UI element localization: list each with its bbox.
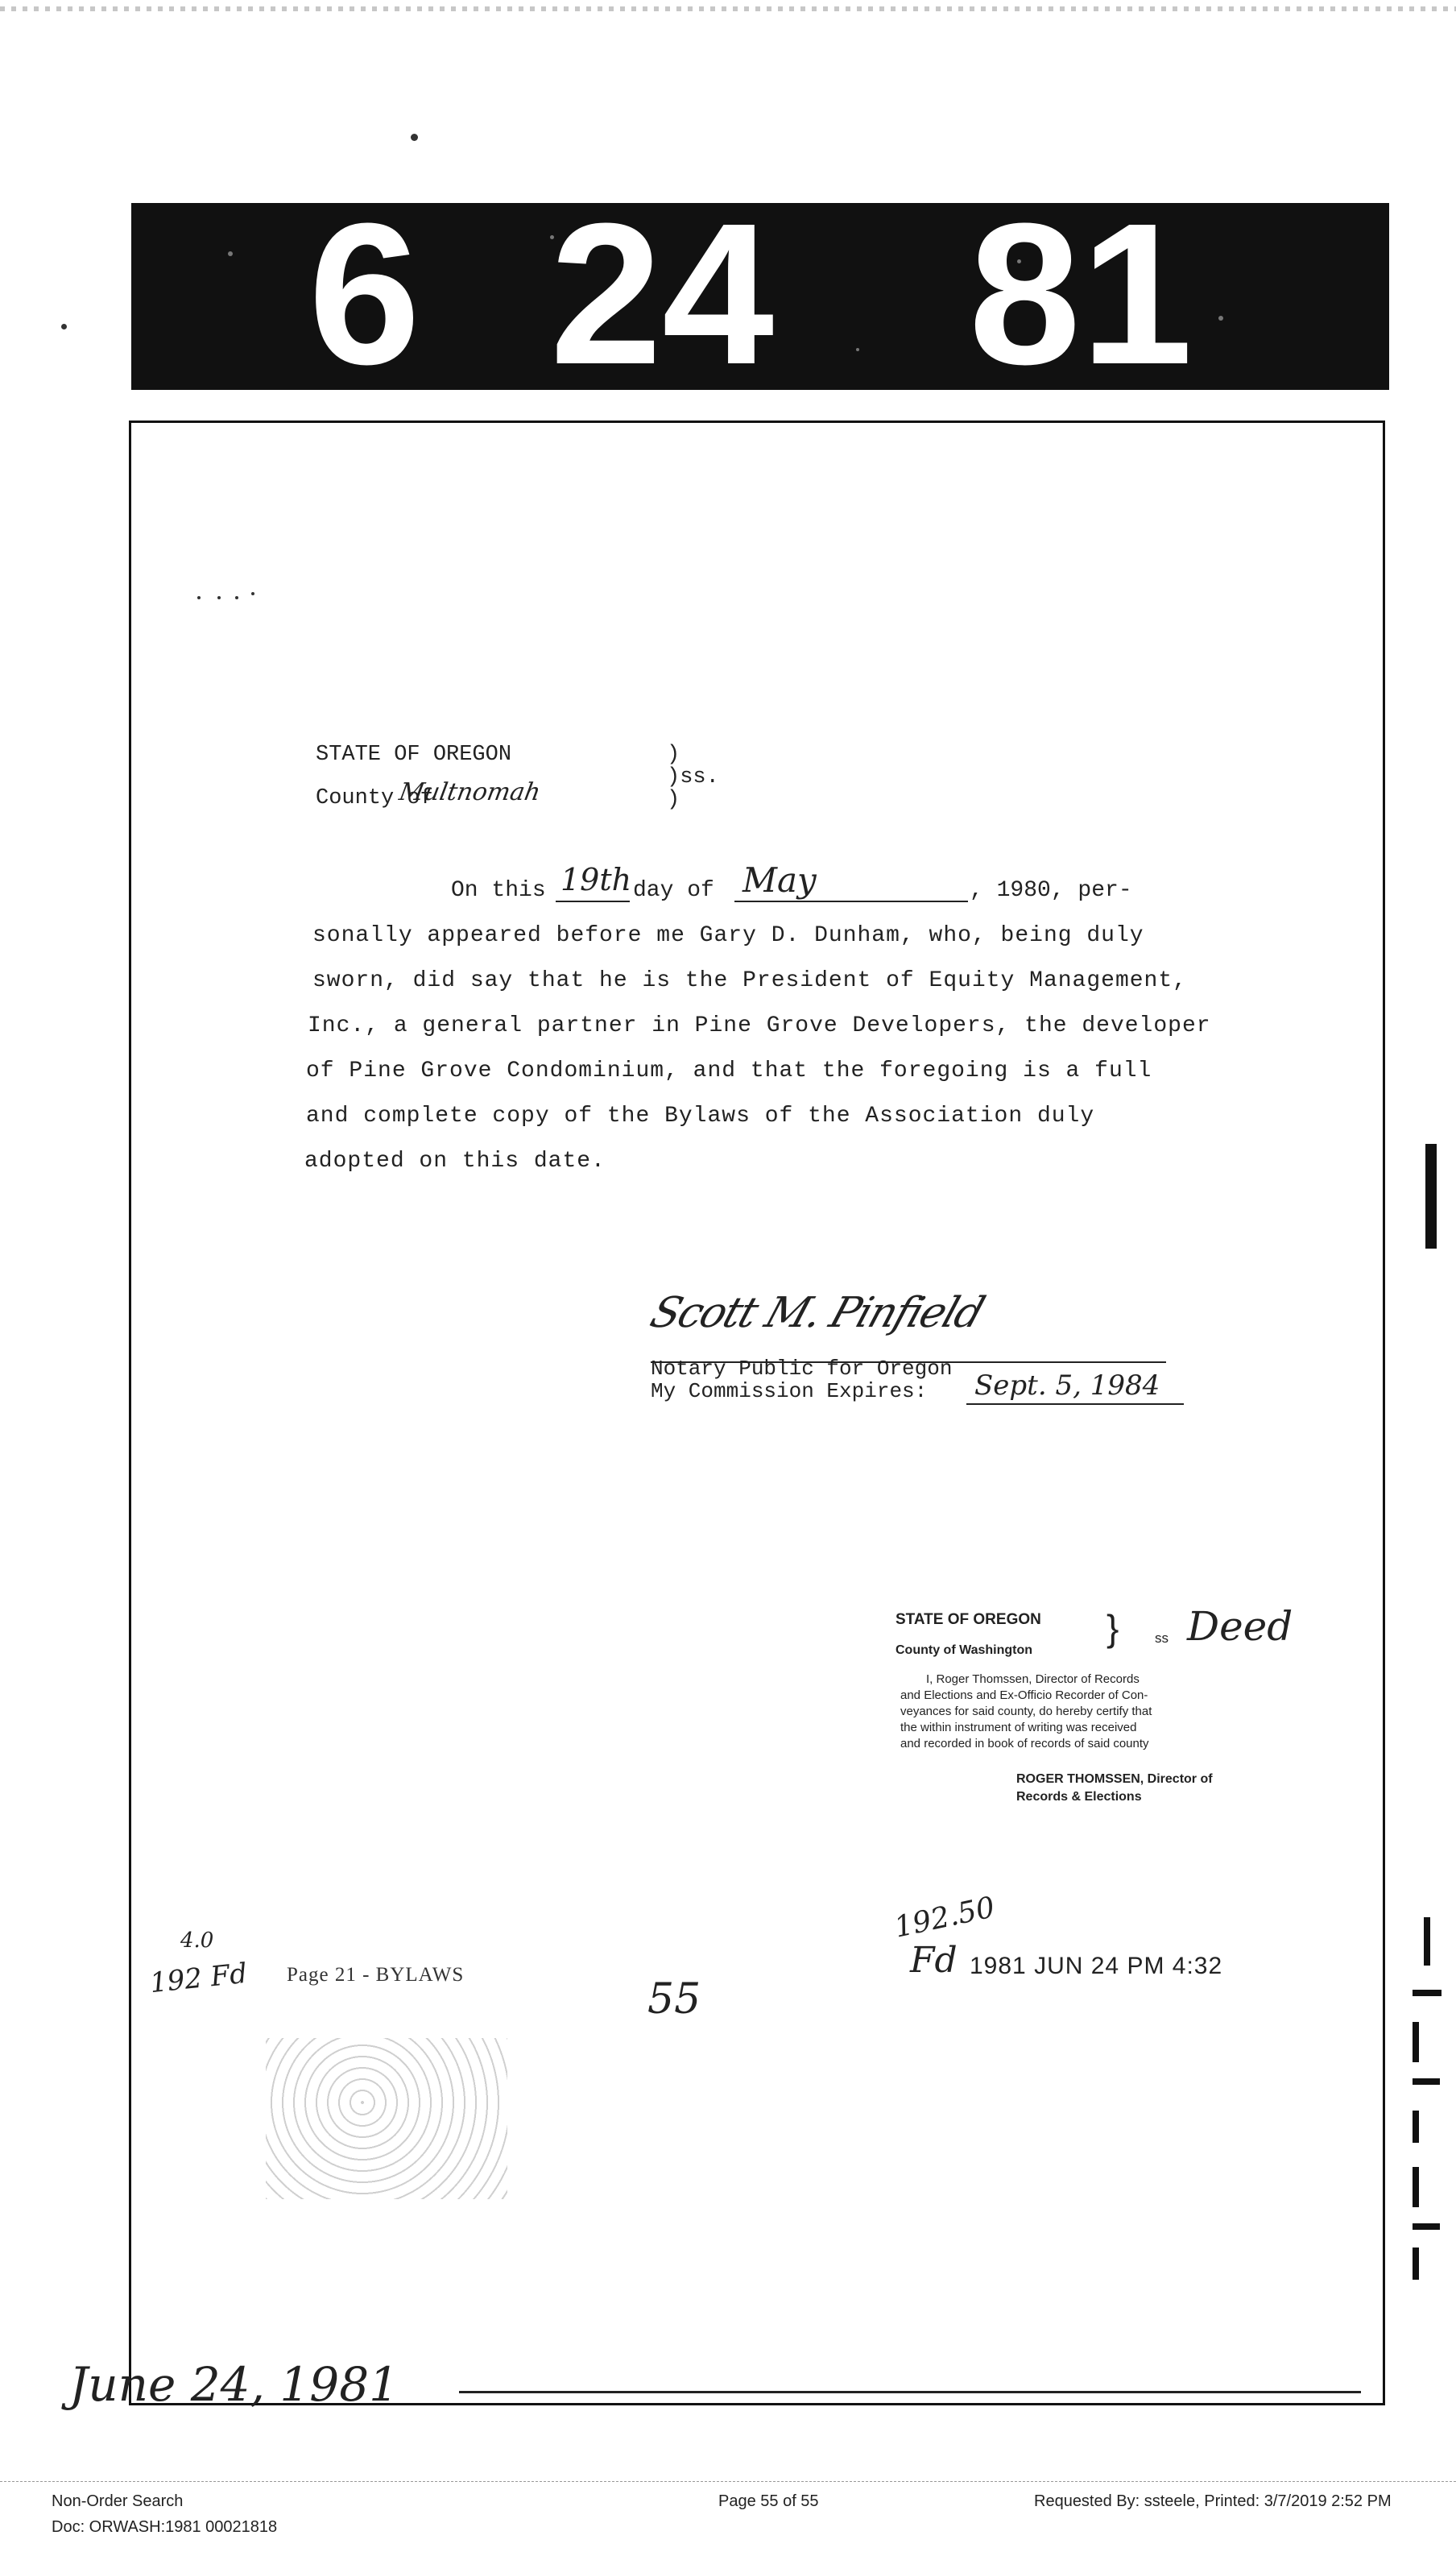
recording-date-banner bbox=[131, 203, 1389, 390]
filing-initials-hand: Fd bbox=[910, 1940, 958, 1981]
ack-line-2: sonally appeared before me Gary D. Dunham, who, being duly bbox=[312, 923, 1144, 948]
recorder-deed-type: Deed bbox=[1187, 1603, 1293, 1650]
footer-rule bbox=[0, 2481, 1456, 2482]
ack-line-4: Inc., a general partner in Pine Grove Developers, the developer bbox=[308, 1013, 1211, 1038]
banner-day: 24 bbox=[550, 203, 775, 390]
ack-line-7: adopted on this date. bbox=[304, 1149, 606, 1174]
recorder-county: County of Washington bbox=[896, 1643, 1033, 1657]
ack-line-5: of Pine Grove Condominium, and that the foregoing is a full bbox=[306, 1058, 1152, 1083]
footer-doc-id: Doc: ORWASH:1981 00021818 bbox=[52, 2518, 278, 2536]
venue-county-value: Multnomah bbox=[396, 778, 543, 806]
ack-month-value: May bbox=[742, 860, 817, 900]
ack-day-line bbox=[556, 901, 630, 902]
margin-filing-number bbox=[1393, 1917, 1456, 2288]
recorder-cert-5: and recorded in book of records of said county bbox=[900, 1737, 1149, 1750]
ack-day-of: day of bbox=[633, 878, 714, 903]
recording-date-hand: June 24, 1981 bbox=[69, 2357, 399, 2412]
notary-commission-label: My Commission Expires: bbox=[651, 1379, 928, 1403]
venue-state: STATE OF OREGON bbox=[316, 743, 512, 767]
recorder-ss: ss bbox=[1155, 1630, 1169, 1646]
page-label: Page 21 - BYLAWS bbox=[287, 1964, 465, 1986]
banner-year: 81 bbox=[969, 203, 1193, 390]
recorder-cert-3: veyances for said county, do hereby certify that bbox=[900, 1705, 1152, 1718]
scan-noise-top bbox=[0, 6, 1456, 11]
margin-bar bbox=[1425, 1144, 1437, 1249]
venue-paren-3: ) bbox=[667, 788, 680, 812]
left-hand-note-bottom: 192 Fd bbox=[148, 1957, 249, 2000]
recorder-cert-1: I, Roger Thomssen, Director of Records bbox=[926, 1672, 1140, 1686]
page-number-hand: 55 bbox=[647, 1975, 701, 2024]
bottom-rule bbox=[459, 2391, 1361, 2393]
recorder-state: STATE OF OREGON bbox=[896, 1611, 1041, 1628]
recorder-brace: } bbox=[1106, 1607, 1119, 1649]
recorder-cert-2: and Elections and Ex-Officio Recorder of Con- bbox=[900, 1688, 1148, 1702]
ack-day-value: 19th bbox=[560, 862, 632, 897]
recorder-office: Records & Elections bbox=[1016, 1790, 1142, 1804]
recorder-cert-4: the within instrument of writing was received bbox=[900, 1721, 1137, 1734]
venue-paren-ss: )ss. bbox=[667, 765, 719, 789]
recorder-name: ROGER THOMSSEN, Director of bbox=[1016, 1772, 1213, 1786]
banner-month: 6 bbox=[308, 203, 421, 390]
footer-page-count: Page 55 of 55 bbox=[718, 2492, 819, 2510]
notary-signature: Scott M. Pinfield bbox=[644, 1289, 990, 1337]
ack-on-this: On this bbox=[451, 878, 546, 903]
filing-fee-hand: 192.50 bbox=[891, 1891, 998, 1945]
notary-commission-value: Sept. 5, 1984 bbox=[974, 1369, 1160, 1402]
ack-month-line bbox=[734, 901, 968, 902]
ack-year: , 1980, per- bbox=[970, 878, 1132, 903]
scan-mark bbox=[61, 324, 67, 329]
faded-stamp bbox=[266, 2038, 507, 2199]
footer-search-type: Non-Order Search bbox=[52, 2492, 184, 2510]
venue-county-label: County of bbox=[316, 786, 433, 810]
ack-line-6: and complete copy of the Bylaws of the Association duly bbox=[306, 1104, 1095, 1129]
left-hand-note-top: 4.0 bbox=[180, 1928, 214, 1953]
venue-paren-1: ) bbox=[667, 743, 680, 767]
filing-time-stamp: 1981 JUN 24 PM 4:32 bbox=[970, 1953, 1223, 1979]
notary-commission-line bbox=[966, 1403, 1184, 1405]
notary-title: Notary Public for Oregon bbox=[651, 1357, 953, 1381]
ack-line-3: sworn, did say that he is the President of Equity Management, bbox=[312, 968, 1187, 993]
footer-requested-by: Requested By: ssteele, Printed: 3/7/2019 2:52 PM bbox=[1034, 2492, 1392, 2510]
scan-mark bbox=[411, 134, 418, 141]
